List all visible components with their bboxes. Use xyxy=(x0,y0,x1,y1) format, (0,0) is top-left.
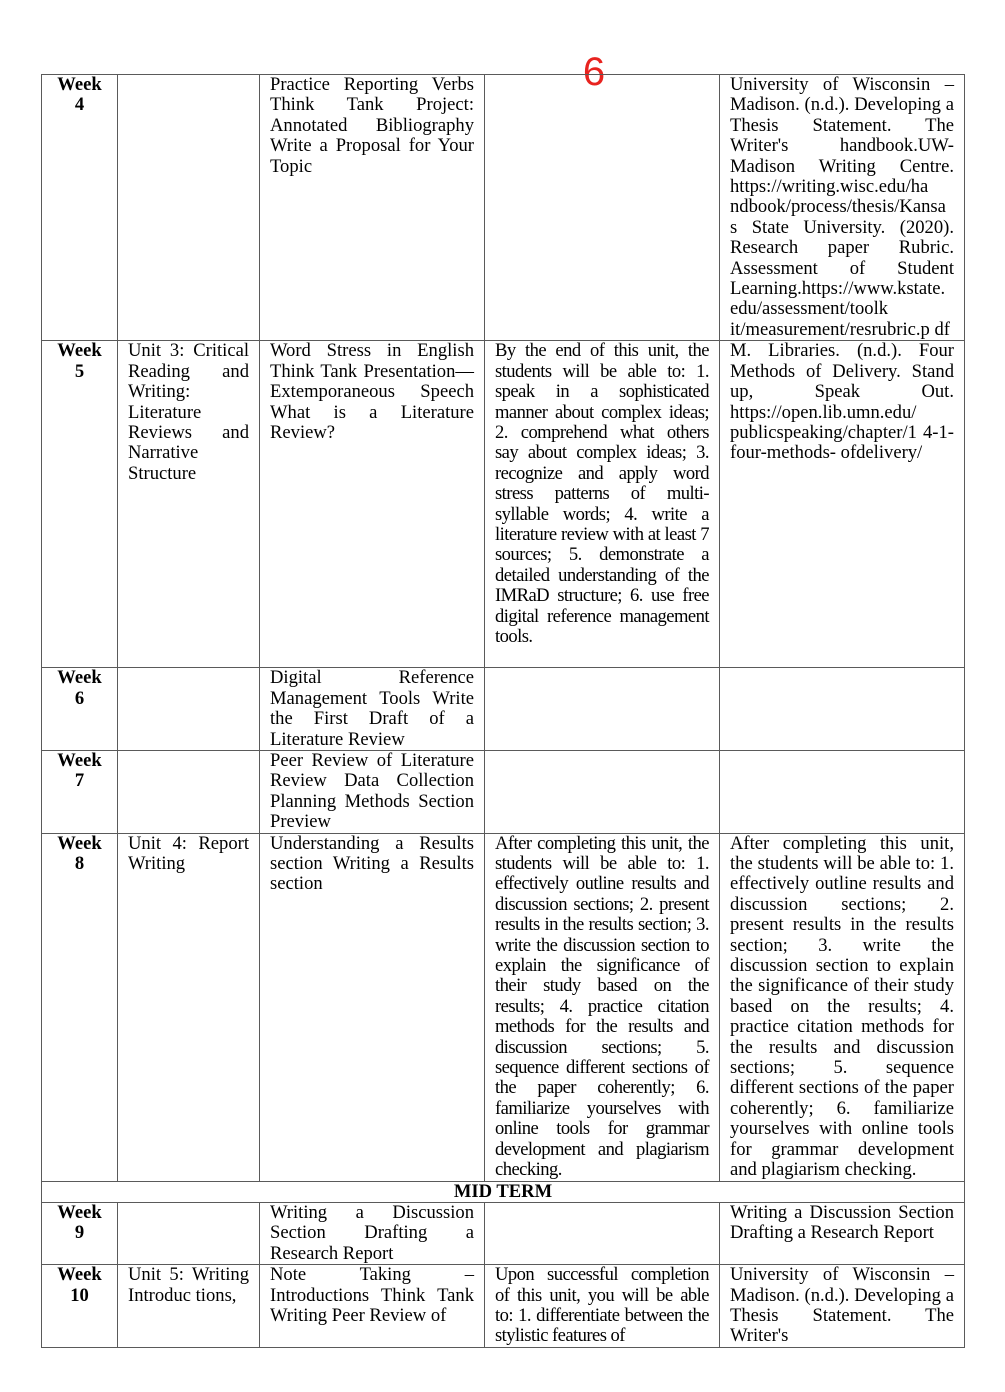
week-cell xyxy=(42,1202,118,1264)
week-number: 5 xyxy=(74,360,85,382)
topics-cell: Practice Reporting Verbs Think Tank Project: Annotated Bibliography Write a Proposal for Your Topic xyxy=(260,75,485,341)
week-cell xyxy=(42,668,118,751)
references-cell: University of Wisconsin – Madison. (n.d.). Developing a Thesis Statement. The Writer's xyxy=(720,1265,965,1348)
references-cell: M. Libraries. (n.d.). Four Methods of Delivery. Stand up, Speak Out. https://open.lib.umn.edu/ publicspeaking/chapter/1 4-1-four-methods- ofdelivery/ xyxy=(720,341,965,668)
references-cell: Writing a Discussion Section Drafting a Research Report xyxy=(720,1202,965,1264)
unit-cell: Unit 4: Report Writing xyxy=(118,833,260,1181)
table-row xyxy=(42,1202,965,1264)
week-label: Week xyxy=(57,667,102,689)
week-number: 10 xyxy=(70,1284,89,1306)
syllabus-table xyxy=(41,74,965,1348)
table-row xyxy=(42,668,965,751)
topics-cell: Digital Reference Management Tools Write the First Draft of a Literature Review xyxy=(260,668,485,751)
unit-cell xyxy=(118,668,260,751)
week-cell xyxy=(42,750,118,833)
page-number: 6 xyxy=(582,50,606,94)
week-cell xyxy=(42,1265,118,1348)
topics-cell: Understanding a Results section Writing a Results section xyxy=(260,833,485,1181)
week-label: Week xyxy=(57,340,102,362)
unit-cell: Unit 3: Critical Reading and Writing: Literature Reviews and Narrative Structure xyxy=(118,341,260,668)
week-label: Week xyxy=(57,750,102,771)
outcomes-cell xyxy=(485,668,720,751)
references-cell xyxy=(720,668,965,751)
outcomes-cell: Upon successful completion of this unit, you will be able to: 1. differentiate between the stylistic features of xyxy=(485,1265,720,1348)
outcomes-cell: By the end of this unit, the students will be able to: 1. speak in a sophisticated manner about complex ideas; 2. comprehend what others say about complex ideas; 3. recognize and apply word stress patterns of multi-syllable words; 4. write a literature review with at least 7 sources; 5. demonstrate a detailed understanding of the IMRaD structure; 6. use free digital reference management tools. xyxy=(485,341,720,668)
table-row xyxy=(42,1265,965,1348)
outcomes-cell: After completing this unit, the students will be able to: 1. effectively outline results and discussion sections; 2. present results in the results section; 3. write the discussion section to explain the significance of their study based on the results; 4. practice citation methods for the results and discussion sections; 5. sequence different sections of the paper coherently; 6. familiarize yourselves with online tools for grammar development and plagiarism checking. xyxy=(485,833,720,1181)
week-cell xyxy=(42,833,118,1181)
table-row xyxy=(42,341,965,668)
week-number: 8 xyxy=(74,852,85,874)
week-label: Week xyxy=(57,833,102,854)
references-cell: After completing this unit, the students will be able to: 1. effectively outline results and discussion sections; 2. present results in the results section; 3. write the discussion section to explain the significance of their study based on the results; 4. practice citation methods for the results and discussion sections; 5. sequence different sections of the paper coherently; 6. familiarize yourselves with online tools for grammar development and plagiarism checking. xyxy=(720,833,965,1181)
week-number: 7 xyxy=(74,770,85,792)
topics-cell: Word Stress in English Think Tank Presentation— Extemporaneous Speech What is a Literature Review? xyxy=(260,341,485,668)
week-number: 9 xyxy=(74,1222,85,1244)
references-cell: University of Wisconsin – Madison. (n.d.). Developing a Thesis Statement. The Writer's handbook.UW-Madison Writing Centre. https://writing.wisc.edu/ha ndbook/process/thesis/Kansa s State University. (2020). Research paper Rubric. Assessment of Student Learning.https://www.kstate. edu/assessment/toolk it/measurement/resrubric.p df xyxy=(720,75,965,341)
topics-cell: Writing a Discussion Section Drafting a Research Report xyxy=(260,1202,485,1264)
table-row xyxy=(42,833,965,1181)
references-cell xyxy=(720,750,965,833)
midterm-heading: MID TERM xyxy=(42,1181,965,1202)
unit-cell xyxy=(118,750,260,833)
topics-cell: Note Taking – Introductions Think Tank Writing Peer Review of xyxy=(260,1265,485,1348)
unit-cell xyxy=(118,75,260,341)
unit-cell: Unit 5: Writing Introduc tions, xyxy=(118,1265,260,1348)
week-label: Week xyxy=(57,1202,102,1223)
topics-cell: Peer Review of Literature Review Data Collection Planning Methods Section Preview xyxy=(260,750,485,833)
midterm-row xyxy=(42,1181,965,1202)
week-number: 4 xyxy=(74,94,85,116)
outcomes-cell xyxy=(485,1202,720,1264)
week-label: Week xyxy=(57,1264,102,1286)
table-row xyxy=(42,75,965,341)
week-label: Week xyxy=(57,74,102,95)
outcomes-cell xyxy=(485,75,720,341)
outcomes-cell xyxy=(485,750,720,833)
week-number: 6 xyxy=(74,687,85,709)
table-row xyxy=(42,750,965,833)
unit-cell xyxy=(118,1202,260,1264)
week-cell xyxy=(42,341,118,668)
week-cell xyxy=(42,75,118,341)
